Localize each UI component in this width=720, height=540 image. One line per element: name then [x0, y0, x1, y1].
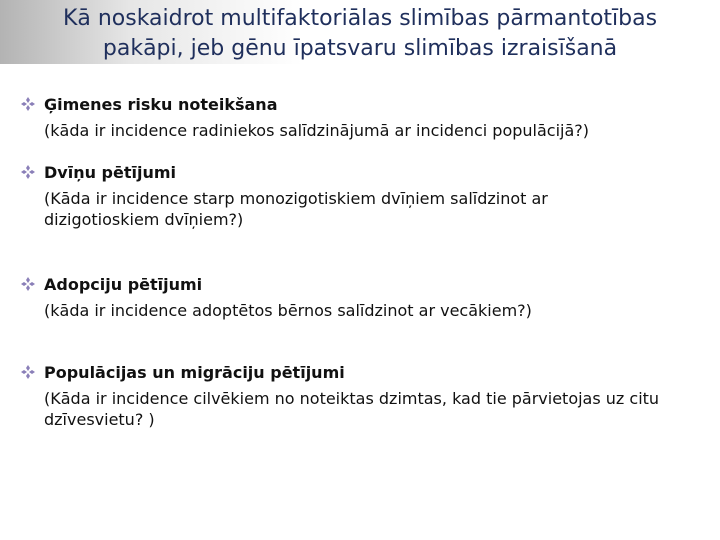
slide-title [0, 4, 720, 64]
list-item-title: Ģimenes risku noteikšana [44, 95, 278, 114]
list-item-description: (Kāda ir incidence cilvēkiem no noteiktas dzimtas, kad tie pārvietojas uz citu dzīvesvietu? ) [44, 389, 660, 429]
four-diamond-bullet-icon [20, 96, 36, 112]
list-item-title: Adopciju pētījumi [44, 275, 203, 294]
list-item [20, 362, 700, 452]
bullet-list [20, 94, 700, 452]
list-item [20, 94, 700, 162]
slide-title-line-2: pakāpi, jeb gēnu īpatsvaru slimības izraisīšanā [102, 36, 618, 61]
list-item-description: (kāda ir incidence adoptētos bērnos salīdzinot ar vecākiem?) [44, 301, 532, 320]
four-diamond-bullet-icon [20, 364, 36, 380]
list-item [20, 274, 700, 362]
list-item-description: (kāda ir incidence radiniekos salīdzinājumā ar incidenci populācijā?) [44, 121, 590, 140]
list-item-title: Dvīņu pētījumi [44, 163, 177, 182]
four-diamond-bullet-icon [20, 164, 36, 180]
list-item-description: (Kāda ir incidence starp monozigotiskiem dvīņiem salīdzinot ar dizigotioskiem dvīņiem?) [44, 189, 548, 229]
list-item [20, 162, 700, 274]
four-diamond-bullet-icon [20, 276, 36, 292]
slide-title-line-1: Kā noskaidrot multifaktoriālas slimības pārmantotības [62, 6, 658, 31]
list-item-title: Populācijas un migrāciju pētījumi [44, 363, 345, 382]
